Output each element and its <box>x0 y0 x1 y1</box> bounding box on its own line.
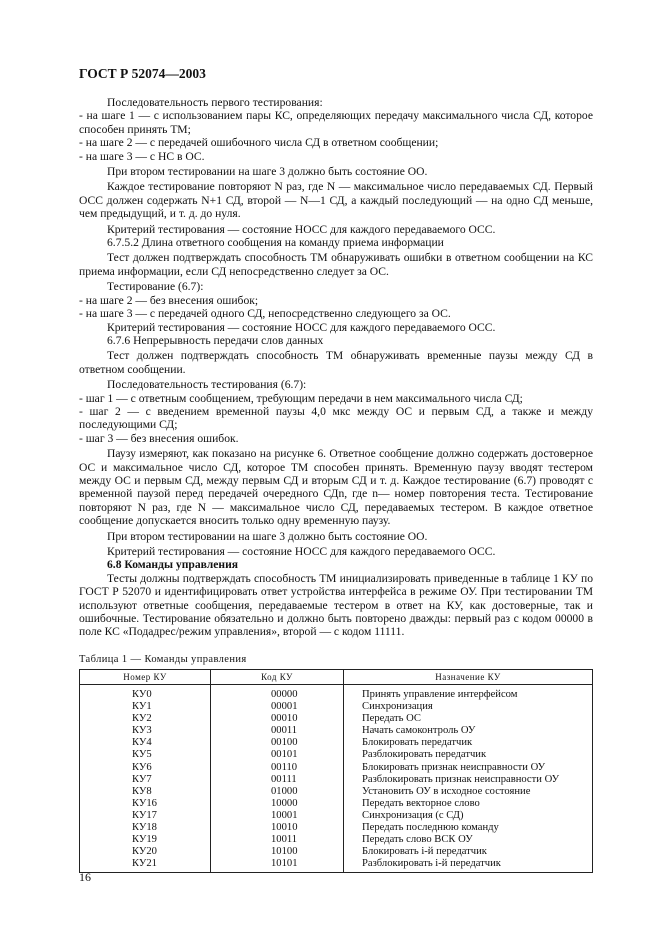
paragraph: - на шаге 3 — с передачей одного СД, непосредственно следующего за ОС. <box>79 307 451 321</box>
cell-code: 10010 <box>211 822 344 834</box>
cell-purpose: Передать ОС <box>344 713 593 725</box>
paragraph: Последовательность первого тестирования: <box>107 96 323 109</box>
cell-code: 00110 <box>211 762 344 774</box>
cell-code: 00001 <box>211 701 344 713</box>
cell-number: КУ1 <box>80 701 211 713</box>
header-purpose: Назначение КУ <box>344 670 593 685</box>
cell-code: 00000 <box>211 685 344 702</box>
table-row <box>80 713 593 725</box>
header-number: Номер КУ <box>80 670 211 685</box>
cell-code: 10100 <box>211 846 344 858</box>
paragraph: - на шаге 2 — без внесения ошибок; <box>79 293 259 307</box>
cell-code: 10101 <box>211 858 344 873</box>
cell-code: 00101 <box>211 749 344 761</box>
paragraph: Критерий тестирования — состояние НОСС для каждого передаваемого ОСС. <box>107 222 496 236</box>
document-header: ГОСТ Р 52074—2003 <box>79 66 206 81</box>
cell-purpose: Разблокировать передатчик <box>344 749 593 761</box>
cell-code: 00010 <box>211 713 344 725</box>
paragraph: Тест должен подтверждать способность ТМ обнаруживать ошибки в ответном сообщении на КС приема информации, если СД непосредственно следует за ОС. <box>79 251 593 278</box>
cell-number: КУ18 <box>80 822 211 834</box>
cell-purpose: Разблокировать признак неисправности ОУ <box>344 774 593 786</box>
cell-purpose: Начать самоконтроль ОУ <box>344 725 593 737</box>
paragraph: - шаг 1 — с ответным сообщением, требующим передачи в нем максимального числа СД; <box>79 391 523 405</box>
cell-purpose: Синхронизация (с СД) <box>344 810 593 822</box>
cell-purpose: Передать последнюю команду <box>344 822 593 834</box>
cell-purpose: Установить ОУ в исходное состояние <box>344 786 593 798</box>
paragraph: Критерий тестирования — состояние НОСС для каждого передаваемого ОСС. <box>107 320 496 334</box>
cell-number: КУ16 <box>80 798 211 810</box>
paragraph: Каждое тестирование повторяют N раз, где N — максимальное число передаваемых СД. Первый ОСС должен содержать N+1 СД, второй — N—1 СД, а каждый последующий — на одно СД меньше, чем предыдущий, и т. д. до нуля. <box>79 180 593 221</box>
cell-purpose: Синхронизация <box>344 701 593 713</box>
table-row <box>80 737 593 749</box>
table-row <box>80 810 593 822</box>
cell-code: 10011 <box>211 834 344 846</box>
table-row <box>80 798 593 810</box>
paragraph: Тесты должны подтверждать способность ТМ инициализировать приведенные в таблице 1 КУ по ГОСТ Р 52070 и идентифицировать ответ устройства интерфейса в режиме ОУ. При тестировании ТМ используют ответные сообщения, передаваемые тестером в ответ на КУ, как достоверные, так и ошибочные. Тестирование обязательно и должно быть повторено дважды: первый раз с кодом 00000 в поле КС «Подадрес/режим управления», второй — с кодом 11111. <box>79 571 593 639</box>
cell-number: КУ21 <box>80 858 211 873</box>
table-row <box>80 774 593 786</box>
cell-code: 10000 <box>211 798 344 810</box>
paragraph: - на шаге 3 — с НС в ОС. <box>79 149 205 163</box>
paragraph: Критерий тестирования — состояние НОСС для каждого передаваемого ОСС. <box>107 545 496 558</box>
paragraph: 6.7.6 Непрерывность передачи слов данных <box>107 333 324 347</box>
cell-code: 01000 <box>211 786 344 798</box>
table-row <box>80 846 593 858</box>
cell-purpose: Принять управление интерфейсом <box>344 685 593 702</box>
cell-code: 00011 <box>211 725 344 737</box>
cell-number: КУ19 <box>80 834 211 846</box>
cell-code: 00100 <box>211 737 344 749</box>
cell-number: КУ8 <box>80 786 211 798</box>
cell-number: КУ3 <box>80 725 211 737</box>
header-code: Код КУ <box>211 670 344 685</box>
paragraph: При втором тестировании на шаге 3 должно быть состояние ОО. <box>107 165 428 179</box>
table-row <box>80 685 593 702</box>
paragraph: 6.7.5.2 Длина ответного сообщения на команду приема информации <box>107 236 444 250</box>
paragraph: - шаг 3 — без внесения ошибок. <box>79 431 239 445</box>
paragraph: Тестирование (6.7): <box>107 280 204 294</box>
cell-purpose: Передать слово ВСК ОУ <box>344 834 593 846</box>
cell-number: КУ4 <box>80 737 211 749</box>
cell-number: КУ17 <box>80 810 211 822</box>
paragraph: Последовательность тестирования (6.7): <box>107 378 307 392</box>
cell-code: 00111 <box>211 774 344 786</box>
cell-purpose: Передать векторное слово <box>344 798 593 810</box>
table-row <box>80 858 593 873</box>
table-row <box>80 725 593 737</box>
table-header-row <box>80 670 593 685</box>
body-text <box>79 96 593 639</box>
cell-number: КУ2 <box>80 713 211 725</box>
paragraph: Паузу измеряют, как показано на рисунке 6. Ответное сообщение должно содержать достоверное ОС и максимальное число СД, которое ТМ способен принять. Временную паузу вводят тестером между ОС и первым СД, между первым СД и вторым СД и т. д. Каждое тестирование (6.7) проводят с временной паузой перед передачей очередного СДn, где n— номер повторения теста. Тестирование повторяют N раз, где N — максимальное число СД, передаваемых тестером. В каждое ответное сообщение допускается вносить только одну временную паузу. <box>79 447 593 528</box>
paragraph: - на шаге 1 — с использованием пары КС, определяющих передачу максимального числа СД, которое способен принять ТМ; <box>79 109 593 136</box>
table-row <box>80 701 593 713</box>
cell-number: КУ5 <box>80 749 211 761</box>
cell-purpose: Блокировать признак неисправности ОУ <box>344 762 593 774</box>
table-caption: Таблица 1 — Команды управления <box>79 654 247 665</box>
cell-number: КУ7 <box>80 774 211 786</box>
table-row <box>80 762 593 774</box>
cell-purpose: Блокировать i-й передатчик <box>344 846 593 858</box>
cell-purpose: Разблокировать i-й передатчик <box>344 858 593 873</box>
table-row <box>80 822 593 834</box>
paragraph: При втором тестировании на шаге 3 должно быть состояние ОО. <box>107 529 428 543</box>
paragraph: Тест должен подтверждать способность ТМ обнаруживать временные паузы между СД в ответном сообщении. <box>79 349 593 376</box>
cell-number: КУ0 <box>80 685 211 702</box>
control-commands-table <box>79 669 593 873</box>
paragraph: 6.8 Команды управления <box>107 558 239 572</box>
paragraph: - на шаге 2 — с передачей ошибочного числа СД в ответном сообщении; <box>79 136 439 150</box>
paragraph: - шаг 2 — с введением временной паузы 4,0 мкс между ОС и первым СД, а также и между последующими СД; <box>79 404 593 432</box>
cell-purpose: Блокировать передатчик <box>344 737 593 749</box>
page-number: 16 <box>79 870 91 884</box>
table-row <box>80 786 593 798</box>
table-row <box>80 834 593 846</box>
cell-number: КУ6 <box>80 762 211 774</box>
cell-number: КУ20 <box>80 846 211 858</box>
table-row <box>80 749 593 761</box>
cell-code: 10001 <box>211 810 344 822</box>
